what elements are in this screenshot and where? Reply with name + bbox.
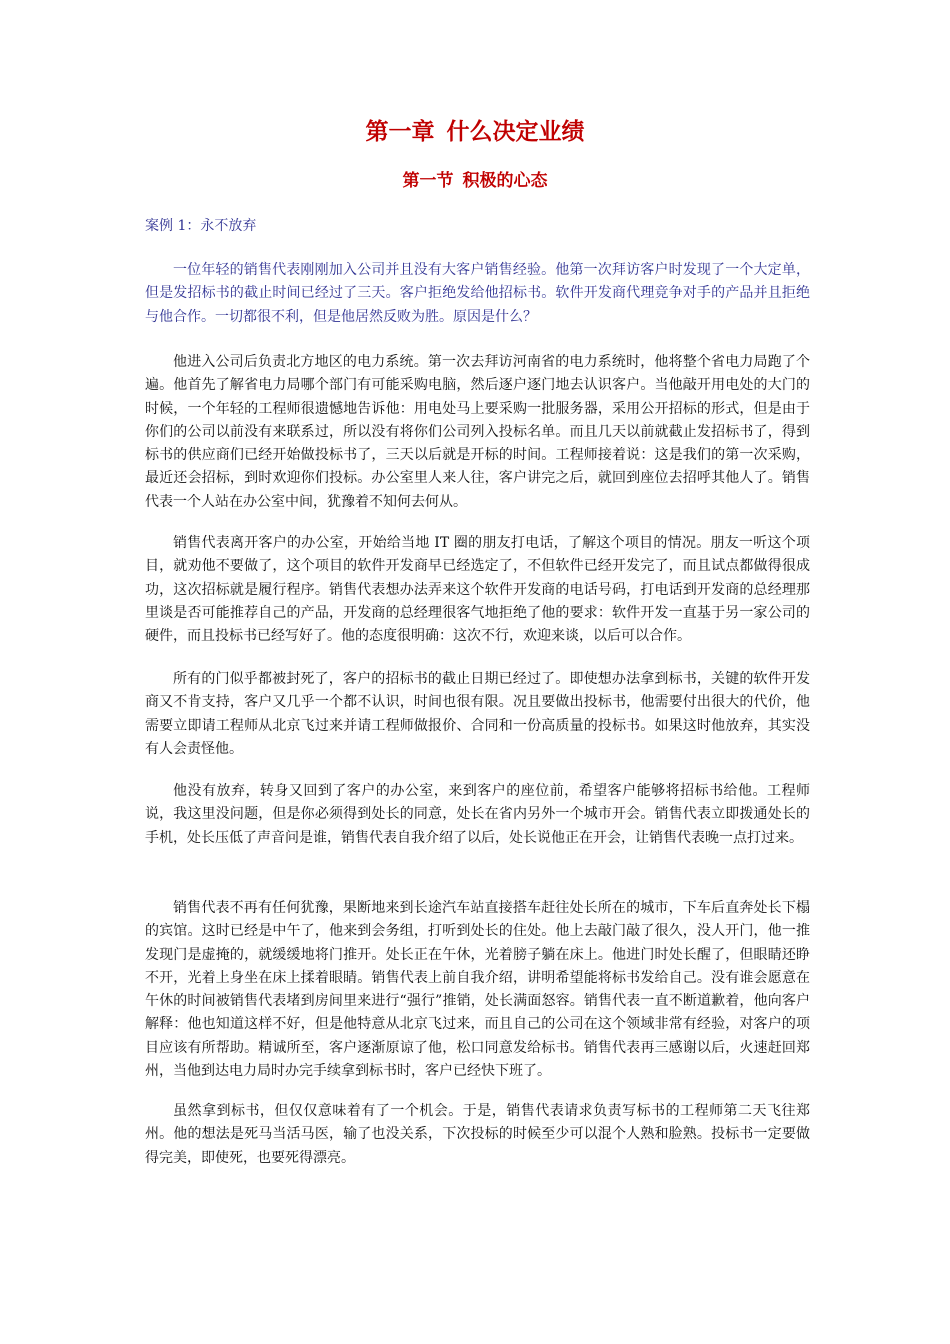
- body-paragraph: 他没有放弃，转身又回到了客户的办公室，来到客户的座位前，希望客户能够将招标书给他。工程师说，我这里没问题，但是你必须得到处长的同意，处长在省内另外一个城市开会。销售代表立即拨通处长的手机，处长压低了声音问是谁，销售代表自我介绍了以后，处长说他正在开会，让销售代表晚一点打过来。: [145, 783, 810, 846]
- body-paragraph: 他进入公司后负责北方地区的电力系统。第一次去拜访河南省的电力系统时，他将整个省电力局跑了个遍。他首先了解省电力局哪个部门有可能采购电脑，然后逐户逐门地去认识客户。当他敲开用电处的大门的时候，一个年轻的工程师很遗憾地告诉他：用电处马上要采购一批服务器，采用公开招标的形式，但是由于你们的公司以前没有来联系过，所以没有将你们公司列入投标名单。而且几天以前就截止发招标书了，得到标书的供应商们已经开始做投标书了，三天以后就是开标的时间。工程师接着说：这是我们的第一次采购，最近还会招标，到时欢迎你们投标。办公室里人来人往，客户讲完之后，就回到座位去招呼其他人了。销售代表一个人站在办公室中间，犹豫着不知何去何从。: [145, 354, 810, 510]
- case-label: 案例 1：永不放弃: [145, 218, 257, 234]
- chapter-title: 第一章 什么决定业绩: [365, 119, 585, 145]
- body-paragraph: 虽然拿到标书，但仅仅意味着有了一个机会。于是，销售代表请求负责写标书的工程师第二天飞往郑州。他的想法是死马当活马医，输了也没关系，下次投标的时候至少可以混个人熟和脸熟。投标书一定要做得完美，即使死，也要死得漂亮。: [145, 1103, 810, 1166]
- case-intro-paragraph: 一位年轻的销售代表刚刚加入公司并且没有大客户销售经验。他第一次拜访客户时发现了一个大定单，但是发招标书的截止时间已经过了三天。客户拒绝发给他招标书。软件开发商代理竞争对手的产品并且拒绝与他合作。一切都很不利，但是他居然反败为胜。原因是什么？: [145, 262, 810, 325]
- body-paragraph: 销售代表离开客户的办公室，开始给当地 IT 圈的朋友打电话，了解这个项目的情况。朋友一听这个项目，就劝他不要做了，这个项目的软件开发商早已经选定了，不但软件已经开发完了，而且试点都做得很成功，这次招标就是履行程序。销售代表想办法弄来这个软件开发商的电话号码，打电话到开发商的总经理那里谈是否可能推荐自己的产品，开发商的总经理很客气地拒绝了他的要求：软件开发一直基于另一家公司的硬件，而且投标书已经写好了。他的态度很明确：这次不行，欢迎来谈，以后可以合作。: [145, 535, 810, 645]
- section-title: 第一节 积极的心态: [402, 171, 548, 191]
- body-paragraph: 销售代表不再有任何犹豫，果断地来到长途汽车站直接搭车赶往处长所在的城市，下车后直奔处长下榻的宾馆。这时已经是中午了，他来到会务组，打听到处长的住处。他上去敲门敲了很久，没人开门，他一推发现门是虚掩的，就缓缓地将门推开。处长正在午休，光着膀子躺在床上。他进门时处长醒了，但眼睛还睁不开，光着上身坐在床上揉着眼睛。销售代表上前自我介绍，讲明希望能将标书发给自己。没有谁会愿意在午休的时间被销售代表堵到房间里来进行“强行”推销，处长满面怒容。销售代表一直不断道歉着，他向客户解释：他也知道这样不好，但是他特意从北京飞过来，而且自己的公司在这个领域非常有经验，对客户的项目应该有所帮助。精诚所至，客户逐渐原谅了他，松口同意发给标书。销售代表再三感谢以后，火速赶回郑州，当他到达电力局时办完手续拿到标书时，客户已经快下班了。: [145, 900, 810, 1080]
- body-paragraph: 所有的门似乎都被封死了，客户的招标书的截止日期已经过了。即使想办法拿到标书，关键的软件开发商又不肯支持，客户又几乎一个都不认识，时间也很有限。况且要做出投标书，他需要付出很大的代价，他需要立即请工程师从北京飞过来并请工程师做报价、合同和一份高质量的投标书。如果这时他放弃，其实没有人会责怪他。: [145, 671, 810, 757]
